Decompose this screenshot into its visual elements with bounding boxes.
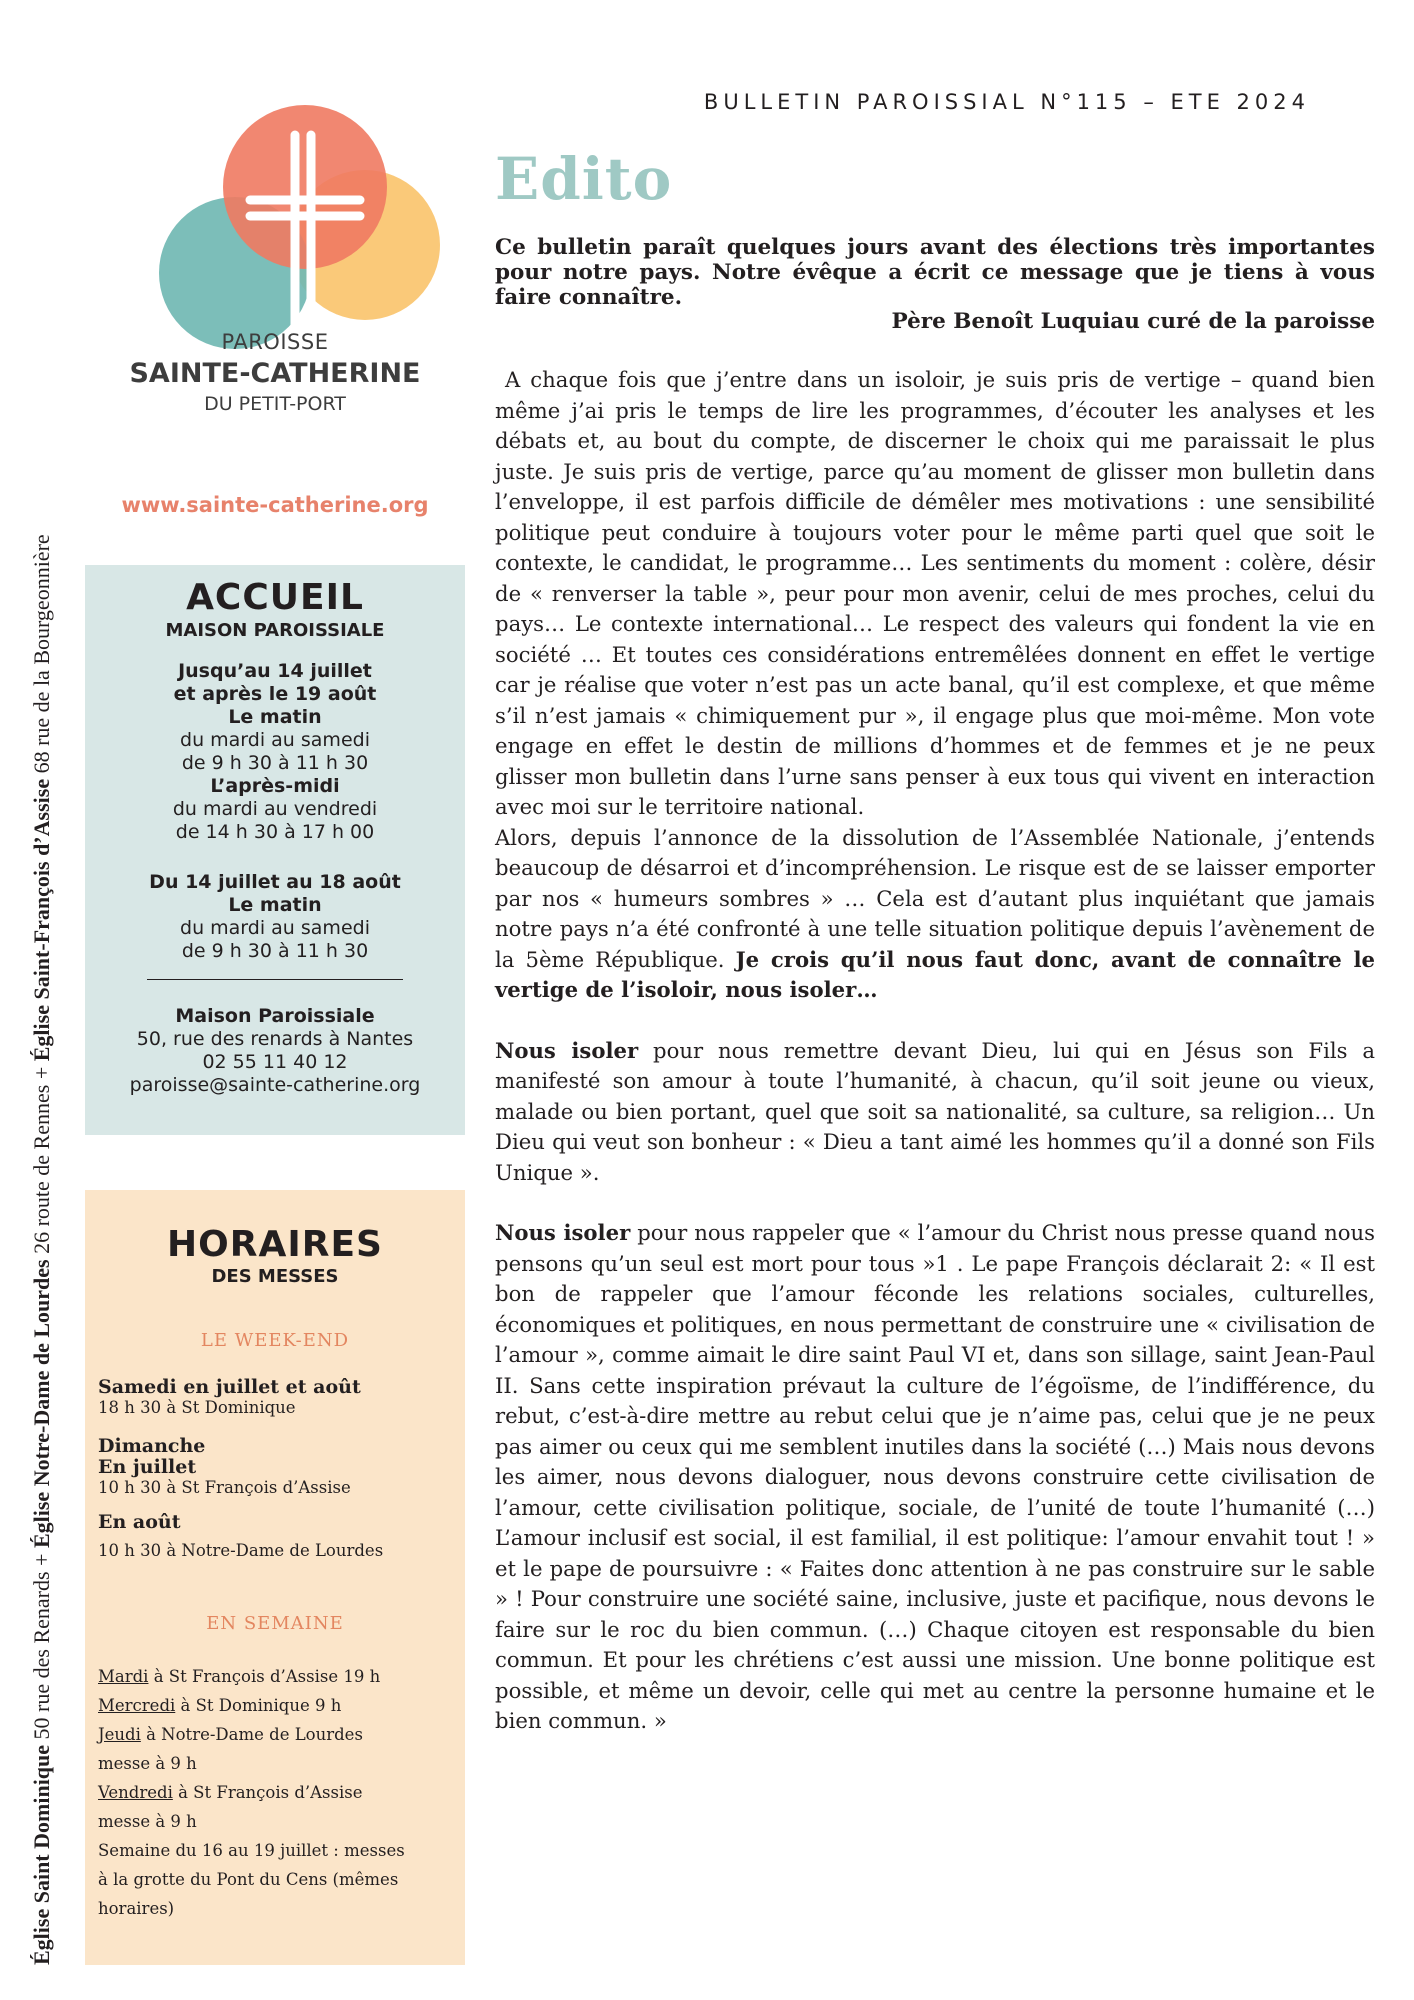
accueil-subtitle: MAISON PAROISSIALE xyxy=(165,620,385,641)
paragraph: Nous isoler pour nous remettre devant Dieu, lui qui en Jésus son Fils a manifesté son amour à toute l’humanité, à chacun, qu’il soit jeune ou vieux, malade ou bien portant, quel que soit sa nationalité, sa culture, sa religion… Un Dieu qui veut son bonheur : « Dieu a tant aimé les hommes qu’il a donné son Fils Unique ». xyxy=(495,1037,1375,1185)
accueil-title: ACCUEIL xyxy=(186,577,364,618)
paragraph: A chaque fois que j’entre dans un isoloir, je suis pris de vertige – quand bien même j’ai pris le temps de lire les programmes, d’écouter les analyses et les débats et, au bout du compte, de discerner le choix qui me paraissait le plus juste. Je suis pris de vertige, parce qu’au moment de glisser mon bulletin dans l’enveloppe, il est parfois difficile de démêler mes motivations : une sensibilité politique peut conduire à toujours voter pour le même parti quel que soit le contexte, le candidat, le programme… Les sentiments du moment : colère, désir de « renverser la table », peur pour mon avenir, celui de mes proches, celui du pays… Le contexte international… Le respect des valeurs qui fondent la vie en société … Et toutes ces considérations entremêlées donnent en effet le vertige car je réalise que voter n’est pas un acte banal, qu’il est complexe, et que même s’il n’est jamais « chimiquement pur », il engage plus que moi-même. Mon vote engage en effet le destin de millions d’hommes et de femmes et je ne peux glisser mon bulletin dans l’urne sans penser à eux tous qui vivent en interaction avec moi sur le territoire national. xyxy=(495,367,1382,819)
weekday-schedule xyxy=(98,1662,453,1923)
july-text: 10 h 30 à St François d’Assise xyxy=(98,1478,351,1497)
accueil-contact xyxy=(85,1005,465,1097)
list-item: Mardi à St François d’Assise 19 h xyxy=(98,1667,381,1686)
horaires-title: HORAIRES xyxy=(167,1224,383,1265)
list-item: messe à 9 h xyxy=(98,1812,197,1831)
week-heading: EN SEMAINE xyxy=(206,1613,344,1634)
list-item: Semaine du 16 au 19 juillet : messes xyxy=(98,1841,405,1860)
church-name: Église Saint-François d’Assise xyxy=(29,778,54,1062)
morning-hours: de 9 h 30 à 11 h 30 xyxy=(181,752,369,774)
afternoon-days: du mardi au vendredi xyxy=(172,798,378,820)
bulletin-header: BULLETIN PAROISSIAL N°115 – ETE 2024 xyxy=(703,90,1310,114)
church-name: Église Saint Dominique xyxy=(29,1744,54,1965)
day-label: Mardi xyxy=(98,1667,149,1686)
church-address: 50 rue des Renards + xyxy=(29,1548,54,1745)
day-label: Mercredi xyxy=(98,1696,176,1715)
paragraph: Alors, depuis l’annonce de la dissolution de l’Assemblée Nationale, j’entends beaucoup de désarroi et d’incompréhension. Le risque est de se laisser emporter par nos « humeurs sombres » … Cela est d’autant plus inquiétant que jamais notre pays n’a été confronté à une telle situation politique depuis l’avènement de la 5ème République. Je crois qu’il nous faut donc, avant de connaître le vertige de l’isoloir, nous isoler… xyxy=(495,824,1375,1002)
edito-signature: Père Benoît Luquiau curé de la paroisse xyxy=(891,309,1375,334)
edito-title: Edito xyxy=(495,145,673,213)
list-item: Mercredi à St Dominique 9 h xyxy=(98,1696,342,1715)
morning-days: du mardi au samedi xyxy=(180,729,370,751)
july-heading: En juillet xyxy=(98,1456,197,1478)
day-label: Vendredi xyxy=(98,1783,173,1802)
church-address: 68 rue de la Bourgeonnière xyxy=(29,534,54,779)
churches-addresses-vertical xyxy=(28,285,56,1965)
saturday-schedule xyxy=(98,1377,453,1418)
day-label: Jeudi xyxy=(98,1725,141,1744)
saturday-heading: Samedi en juillet et août xyxy=(98,1376,361,1398)
august-text: 10 h 30 à Notre-Dame de Lourdes xyxy=(98,1541,384,1560)
august-schedule xyxy=(98,1512,453,1561)
accueil-period-1 xyxy=(85,660,465,844)
logo-line-paroisse: PAROISSE xyxy=(221,330,329,354)
divider xyxy=(147,979,403,980)
horaires-subtitle: DES MESSES xyxy=(211,1266,339,1287)
period-line: Jusqu’au 14 juillet xyxy=(178,660,372,682)
website-link[interactable]: www.sainte-catherine.org xyxy=(121,493,429,517)
edito-intro: Ce bulletin paraît quelques jours avant des élections très importantes pour notre pays. Notre évêque a écrit ce message que je tiens à vous faire connaître. xyxy=(495,235,1375,310)
august-heading: En août xyxy=(98,1511,181,1533)
list-item: horaires) xyxy=(98,1899,175,1918)
horaires-panel xyxy=(85,1190,465,1965)
paragraph: Nous isoler pour nous rappeler que « l’amour du Christ nous presse quand nous pensons qu’un seul est mort pour tous »1 . Le pape François déclarait 2: « Il est bon de rappeler que l’amour féconde les relations sociales, culturelles, économiques et politiques, en nous permettant de construire une « civilisation de l’amour », comme aimait le dire saint Paul VI et, dans son sillage, saint Jean-Paul II. Sans cette inspiration prévaut la culture de l’égoïsme, de l’indifférence, du rebut, c’est-à-dire mettre au rebut celui que je n’aime pas, celui que je ne peux pas aimer ou ceux qui me semblent inutiles dans la société (…) Mais nous devons les aimer, nous devons dialoguer, nous devons construire cette civilisation de l’amour, cette civilisation politique, sociale, de l’unité de toute l’humanité (…) L’amour inclusif est social, il est familial, il est politique: l’amour envahit tout ! » et le pape de poursuivre : « Faites donc attention à ne pas construire sur le sable » ! Pour construire une société saine, inclusive, juste et pacifique, nous devons le faire sur le roc du bien commun. (…) Chaque citoyen est responsable du bien commun. Et pour les chrétiens c’est aussi une mission. Une bonne politique est possible, et même un devoir, celle qui met au centre la personne humaine et le bien commun. » xyxy=(495,1220,1375,1733)
accueil-period-2 xyxy=(85,871,465,963)
list-item: Jeudi à Notre-Dame de Lourdes xyxy=(98,1725,363,1744)
list-item: Vendredi à St François d’Assise xyxy=(98,1783,363,1802)
afternoon-hours: de 14 h 30 à 17 h 00 xyxy=(175,821,375,843)
morning-days: du mardi au samedi xyxy=(180,917,370,939)
logo-line-petit-port: DU PETIT-PORT xyxy=(204,393,346,415)
accueil-panel xyxy=(85,565,465,1135)
list-item: messe à 9 h xyxy=(98,1754,197,1773)
morning-label: Le matin xyxy=(228,706,322,728)
logo-line-sainte-catherine: SAINTE-CATHERINE xyxy=(129,358,421,389)
church-name: Église Notre-Dame de Lourdes xyxy=(29,1259,54,1549)
morning-hours: de 9 h 30 à 11 h 30 xyxy=(181,940,369,962)
afternoon-label: L’après-midi xyxy=(210,775,340,797)
edito-body xyxy=(495,365,1382,1737)
saturday-text: 18 h 30 à St Dominique xyxy=(98,1398,296,1417)
period-line: et après le 19 août xyxy=(173,683,377,705)
phone[interactable]: 02 55 11 40 12 xyxy=(202,1051,348,1073)
sunday-heading: Dimanche xyxy=(98,1435,206,1457)
sunday-schedule xyxy=(98,1436,453,1498)
morning-label: Le matin xyxy=(228,894,322,916)
list-item: à la grotte du Pont du Cens (mêmes xyxy=(98,1870,399,1889)
email[interactable]: paroisse@sainte-catherine.org xyxy=(129,1074,421,1096)
church-address: 26 route de Rennes + xyxy=(29,1061,54,1260)
address: 50, rue des renards à Nantes xyxy=(136,1028,414,1050)
period-line: Du 14 juillet au 18 août xyxy=(149,871,401,893)
address-title: Maison Paroissiale xyxy=(175,1005,375,1027)
weekend-heading: LE WEEK-END xyxy=(200,1330,350,1351)
